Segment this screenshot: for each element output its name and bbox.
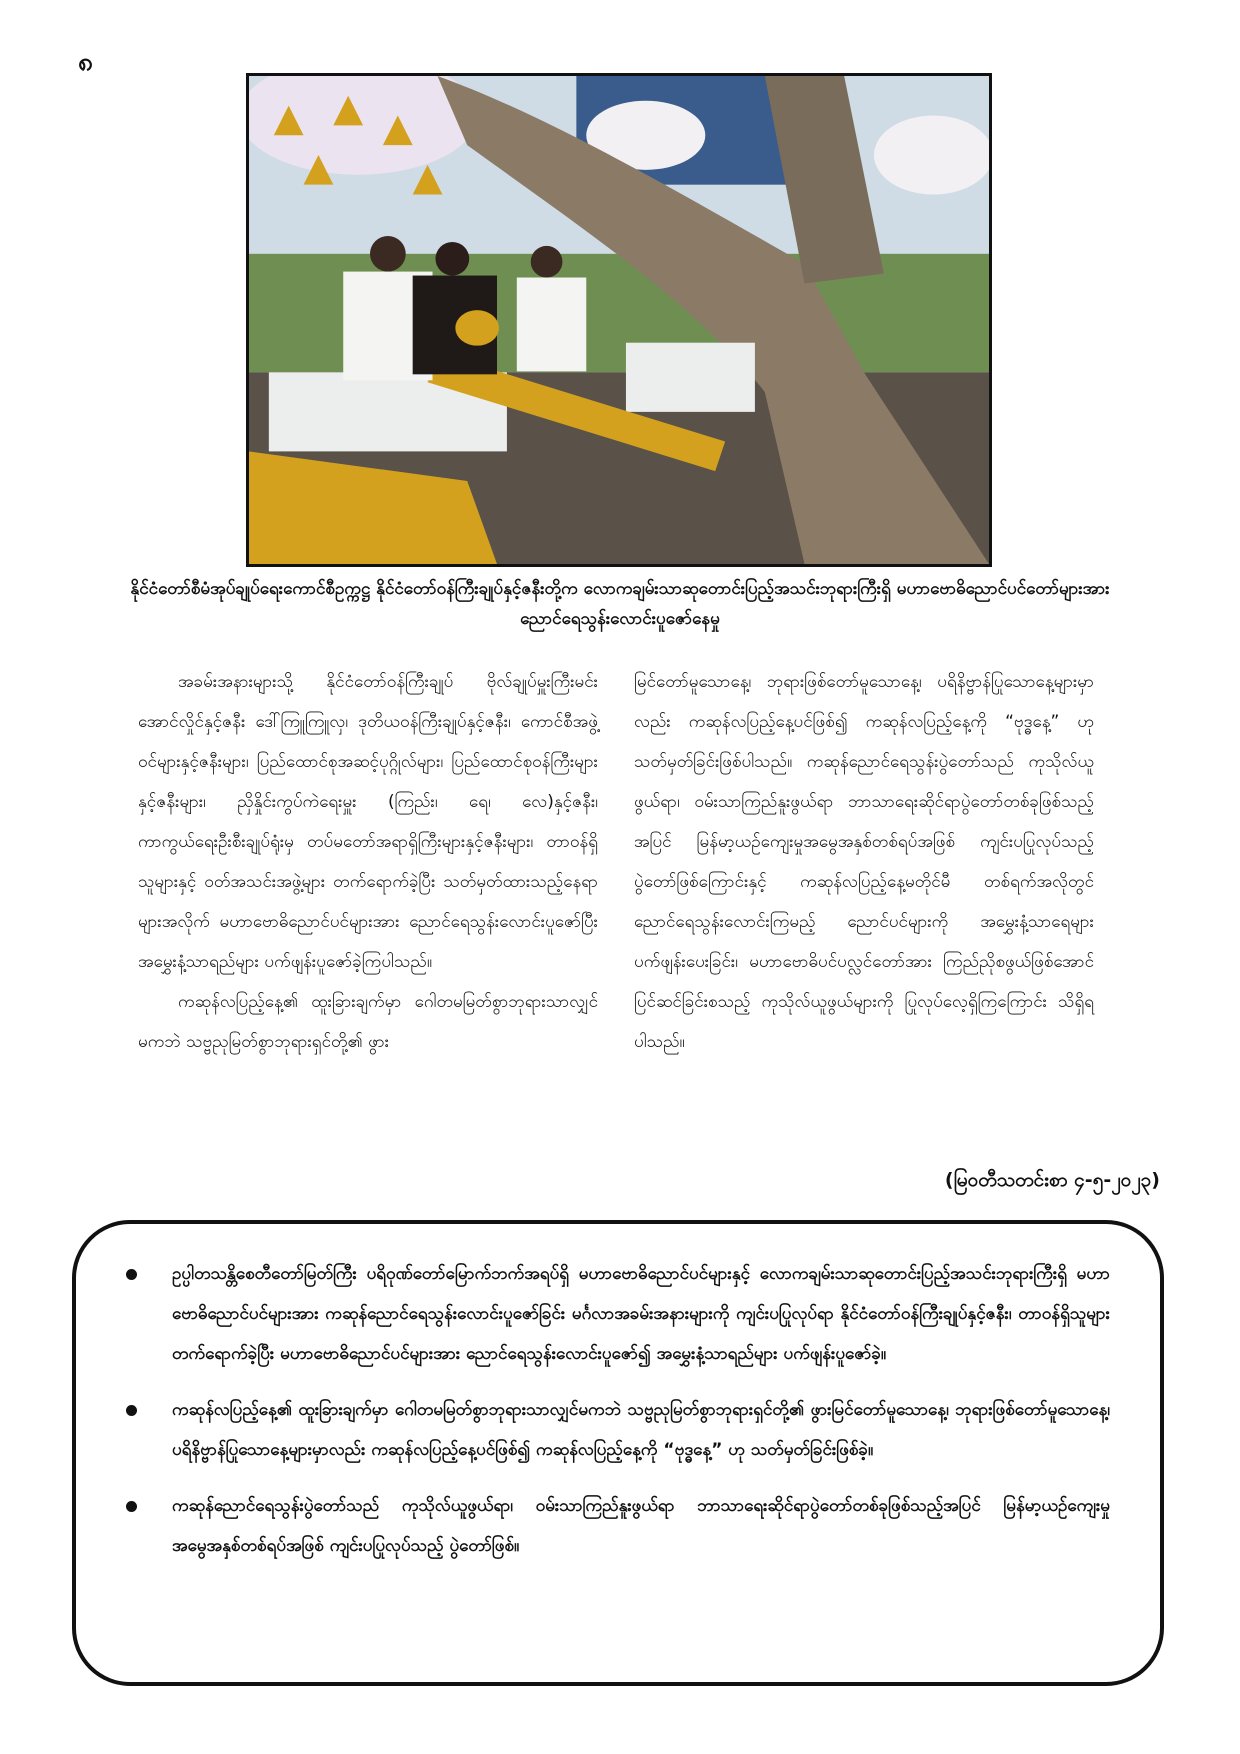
bullet-icon [126, 1269, 137, 1280]
ceremony-photo-illustration [249, 76, 989, 564]
source-citation: (မြဝတီသတင်းစာ ၄-၅-၂၀၂၃) [944, 1169, 1160, 1191]
summary-item-text: ဥပ္ပါတသန္တိစေတီတော်မြတ်ကြီး ပရိဝုဏ်တော်မြောက်ဘက်အရပ်ရှိ မဟာဗောဓိညောင်ပင်များနှင့် လောကချမ်းသာဆုတောင်းပြည့်အသင်းဘုရားကြီးရှိ မဟာဗောဓိညောင်ပင်များအား ကဆုန်ညောင်ရေသွန်းလောင်းပူဇော်ခြင်း မင်္ဂလာအခမ်းအနားများကို ကျင်းပပြုလုပ်ရာ နိုင်ငံတော်ဝန်ကြီးချုပ်နှင့်ဇနီး၊ တာဝန်ရှိသူများ တက်ရောက်ခဲ့ပြီး မဟာဗောဓိညောင်ပင်များအား ညောင်ရေသွန်းလောင်းပူဇော်၍ အမွှေးနံ့သာရည်များ ပက်ဖျန်းပူဇော်ခဲ့။ [172, 1264, 1110, 1364]
page-number: ၈ [78, 47, 93, 77]
article-left-column [138, 662, 598, 1062]
summary-item-text: ကဆုန်ညောင်ရေသွန်းပွဲတော်သည် ကုသိုလ်ယူဖွယ်ရာ၊ ဝမ်းသာကြည်နူးဖွယ်ရာ ဘာသာရေးဆိုင်ရာပွဲတော်တစ်ခုဖြစ်သည့်အပြင် မြန်မာ့ယဉ်ကျေးမှုအမွေအနှစ်တစ်ရပ်အဖြစ် ကျင်းပပြုလုပ်သည့် ပွဲတော်ဖြစ်။ [172, 1496, 1110, 1556]
article-paragraph: မြင်တော်မူသောနေ့၊ ဘုရားဖြစ်တော်မူသောနေ့၊ ပရိနိဗ္ဗာန်ပြုသောနေ့များမှာလည်း ကဆုန်လပြည့်နေ့ပင်ဖြစ်၍ ကဆုန်လပြည့်နေ့ကို “ဗုဒ္ဓနေ့” ဟု သတ်မှတ်ခြင်းဖြစ်ပါသည်။ ကဆုန်ညောင်ရေသွန်းပွဲတော်သည် ကုသိုလ်ယူဖွယ်ရာ၊ ဝမ်းသာကြည်နူးဖွယ်ရာ ဘာသာရေးဆိုင်ရာပွဲတော်တစ်ခုဖြစ်သည့်အပြင် မြန်မာ့ယဉ်ကျေးမှုအမွေအနှစ်တစ်ရပ်အဖြစ် ကျင်းပပြုလုပ်သည့် ပွဲတော်ဖြစ်ကြောင်းနှင့် ကဆုန်လပြည့်နေ့မတိုင်မီ တစ်ရက်အလိုတွင် ညောင်ရေသွန်းလောင်းကြမည့် ညောင်ပင်များကို အမွှေးနံ့သာရေများ ပက်ဖျန်းပေးခြင်း၊ မဟာဗောဓိပင်ပလ္လင်တော်အား ကြည်ညိုစဖွယ်ဖြစ်အောင်ပြင်ဆင်ခြင်းစသည့် ကုသိုလ်ယူဖွယ်များကို ပြုလုပ်လေ့ရှိကြကြောင်း သိရှိရပါသည်။ [634, 672, 1094, 1052]
article-paragraph: ကဆုန်လပြည့်နေ့၏ ထူးခြားချက်မှာ ဂေါတမမြတ်စွာဘုရားသာလျှင်မကဘဲ သဗ္ဗညုမြတ်စွာဘုရားရှင်တို့၏ ဖွား [138, 992, 598, 1052]
news-photo [246, 73, 992, 567]
article-right-column [634, 662, 1094, 1062]
summary-item [126, 1254, 1110, 1374]
article-paragraph: အခမ်းအနားများသို့ နိုင်ငံတော်ဝန်ကြီးချုပ် ဗိုလ်ချုပ်မှူးကြီးမင်းအောင်လှိုင်နှင့်ဇနီး ဒေါ်ကြူကြူလှ၊ ဒုတိယဝန်ကြီးချုပ်နှင့်ဇနီး၊ ကောင်စီအဖွဲ့ဝင်များနှင့်ဇနီးများ၊ ပြည်ထောင်စုအဆင့်ပုဂ္ဂိုလ်များ၊ ပြည်ထောင်စုဝန်ကြီးများနှင့်ဇနီးများ၊ ညှိနှိုင်းကွပ်ကဲရေးမှူး (ကြည်း၊ ရေ၊ လေ)နှင့်ဇနီး၊ ကာကွယ်ရေးဦးစီးချုပ်ရုံးမှ တပ်မတော်အရာရှိကြီးများနှင့်ဇနီးများ၊ တာဝန်ရှိသူများနှင့် ဝတ်အသင်းအဖွဲ့များ တက်ရောက်ခဲ့ပြီး သတ်မှတ်ထားသည့်နေရာများအလိုက် မဟာဗောဓိညောင်ပင်များအား ညောင်ရေသွန်းလောင်းပူဇော်ပြီး အမွှေးနံ့သာရည်များ ပက်ဖျန်းပူဇော်ခဲ့ကြပါသည်။ [138, 672, 598, 972]
summary-list [76, 1224, 1160, 1566]
summary-item [126, 1390, 1110, 1470]
summary-item [126, 1486, 1110, 1566]
bullet-icon [126, 1405, 137, 1416]
photo-caption: နိုင်ငံတော်စီမံအုပ်ချုပ်ရေးကောင်စီဥက္ကဋ္ဌ နိုင်ငံတော်ဝန်ကြီးချုပ်နှင့်ဇနီးတို့က လောကချမ်းသာဆုတောင်းပြည့်အသင်းဘုရားကြီးရှိ မဟာဗောဓိညောင်ပင်တော်များအား ညောင်ရေသွန်းလောင်းပူဇော်နေမှု [130, 579, 1110, 629]
summary-box [72, 1220, 1164, 1686]
bullet-icon [126, 1501, 137, 1512]
summary-item-text: ကဆုန်လပြည့်နေ့၏ ထူးခြားချက်မှာ ဂေါတမမြတ်စွာဘုရားသာလျှင်မကဘဲ သဗ္ဗညုမြတ်စွာဘုရားရှင်တို့၏ ဖွားမြင်တော်မူသောနေ့၊ ဘုရားဖြစ်တော်မူသောနေ့၊ ပရိနိဗ္ဗာန်ပြုသောနေ့များမှာလည်း ကဆုန်လပြည့်နေ့ပင်ဖြစ်၍ ကဆုန်လပြည့်နေ့ကို “ဗုဒ္ဓနေ့” ဟု သတ်မှတ်ခြင်းဖြစ်ခဲ့။ [172, 1400, 1110, 1460]
